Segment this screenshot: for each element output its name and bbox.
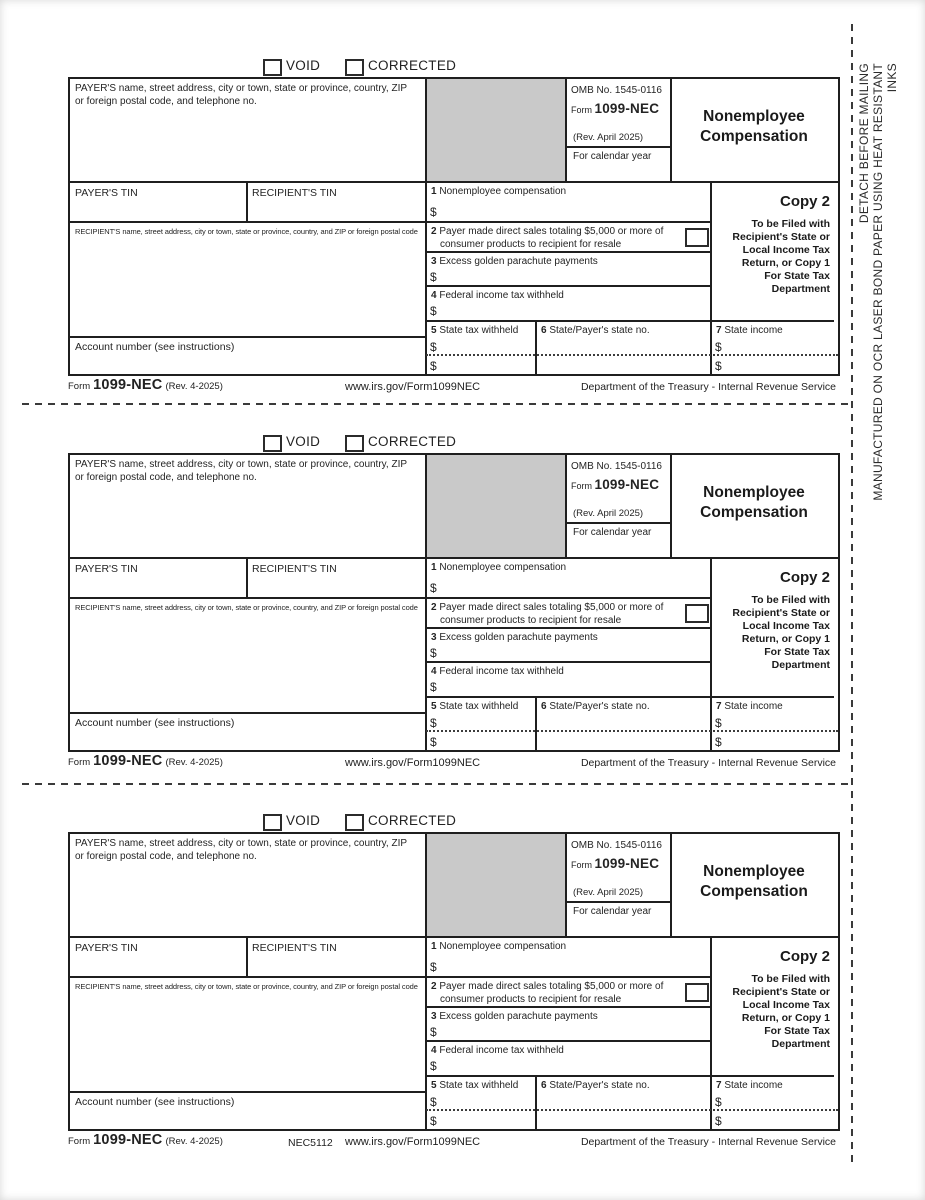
- box6-label: 6 State/Payer's state no.: [541, 701, 650, 712]
- box5-dollar-sign: $: [430, 340, 437, 354]
- box7-dollar-sign: $: [715, 1095, 722, 1109]
- calendar-year-label: For calendar year: [573, 527, 652, 538]
- divider: [535, 698, 537, 750]
- box1-dollar-sign: $: [430, 581, 437, 595]
- box5-dollar-sign: $: [430, 1095, 437, 1109]
- payer-info-label: PAYER'S name, street address, city or town, state or province, country, ZIP or foreign postal code, and telephone no.: [75, 459, 408, 483]
- divider: [70, 557, 838, 559]
- box3-label: 3 Excess golden parachute payments: [431, 632, 598, 643]
- divider: [425, 251, 712, 253]
- omb-number: OMB No. 1545-0116: [571, 840, 662, 851]
- footer-product-code: NEC5112: [288, 1137, 333, 1149]
- payer-tin-label: PAYER'S TIN: [75, 942, 138, 954]
- box7-dollar-sign: $: [715, 340, 722, 354]
- box5-dollar-sign: $: [430, 716, 437, 730]
- recipient-info-label: RECIPIENT'S name, street address, city or town, state or province, country, and ZIP or foreign postal code: [75, 227, 418, 236]
- footer-irs-url: www.irs.gov/Form1099NEC: [345, 757, 481, 769]
- box1-dollar-sign: $: [430, 960, 437, 974]
- recipient-info-label: RECIPIENT'S name, street address, city or town, state or province, country, and ZIP or foreign postal code: [75, 603, 418, 612]
- box2-label: 2 Payer made direct sales totaling $5,000 or more of consumer products to recipient for resale: [431, 602, 664, 626]
- box2-label: 2 Payer made direct sales totaling $5,000 or more of consumer products to recipient for resale: [431, 981, 664, 1005]
- divider: [565, 834, 567, 938]
- account-number-label: Account number (see instructions): [75, 341, 235, 353]
- box3-label: 3 Excess golden parachute payments: [431, 256, 598, 267]
- recipient-tin-label: RECIPIENT'S TIN: [252, 187, 337, 199]
- footer-agency: Department of the Treasury - Internal Revenue Service: [580, 757, 836, 769]
- divider: [565, 79, 567, 183]
- paper-note: MANUFACTURED ON OCR LASER BOND PAPER USING HEAT RESISTANT INKS: [871, 63, 899, 501]
- box7-dollar-sign: $: [715, 359, 722, 373]
- shaded-reserved-cell: [426, 834, 566, 937]
- form-1099nec-body: [68, 77, 840, 376]
- recipient-tin-label: RECIPIENT'S TIN: [252, 942, 337, 954]
- box5-label: 5 State tax withheld: [431, 1080, 519, 1091]
- dotted-entry-line: [426, 730, 838, 732]
- divider: [246, 559, 248, 597]
- calendar-year-label: For calendar year: [573, 151, 652, 162]
- perforation-line: [22, 403, 852, 405]
- divider: [425, 455, 427, 750]
- account-number-label: Account number (see instructions): [75, 1096, 235, 1108]
- copy-filing-instructions: To be Filed with Recipient's State or Local Income Tax Return, or Copy 1 For State Tax Department: [732, 594, 830, 671]
- divider: [70, 597, 712, 599]
- divider: [425, 79, 427, 374]
- footer-form-id: Form 1099-NEC (Rev. 4-2025): [68, 377, 223, 393]
- box1-label: 1 Nonemployee compensation: [431, 562, 567, 573]
- corrected-checkbox[interactable]: [345, 59, 364, 76]
- footer-agency: Department of the Treasury - Internal Revenue Service: [580, 381, 836, 393]
- copy-filing-instructions: To be Filed with Recipient's State or Local Income Tax Return, or Copy 1 For State Tax Department: [732, 218, 830, 295]
- corrected-label: CORRECTED: [368, 813, 457, 828]
- form-1099nec-body: [68, 832, 840, 1131]
- payer-tin-label: PAYER'S TIN: [75, 187, 138, 199]
- perforation-line: [22, 783, 852, 785]
- box7-dollar-sign: $: [715, 716, 722, 730]
- copy-filing-instructions: To be Filed with Recipient's State or Local Income Tax Return, or Copy 1 For State Tax Department: [732, 973, 830, 1050]
- divider: [425, 834, 427, 1129]
- form-copy-3: [0, 810, 925, 1158]
- divider: [70, 1091, 427, 1093]
- divider: [565, 522, 672, 524]
- box2-checkbox[interactable]: [685, 228, 709, 247]
- perforation-line-vertical: [851, 24, 853, 1166]
- box4-dollar-sign: $: [430, 304, 437, 318]
- revision-note: (Rev. April 2025): [573, 887, 644, 898]
- divider: [70, 976, 712, 978]
- corrected-label: CORRECTED: [368, 58, 457, 73]
- box3-label: 3 Excess golden parachute payments: [431, 1011, 598, 1022]
- footer-irs-url: www.irs.gov/Form1099NEC: [345, 1136, 481, 1148]
- box7-label: 7 State income: [716, 1080, 783, 1091]
- form-number-header: Form 1099-NEC: [571, 477, 660, 492]
- divider: [70, 936, 838, 938]
- divider: [425, 627, 712, 629]
- divider: [425, 320, 834, 322]
- box2-label: 2 Payer made direct sales totaling $5,000 or more of consumer products to recipient for resale: [431, 226, 664, 250]
- divider: [425, 696, 834, 698]
- divider: [70, 221, 712, 223]
- payer-info-label: PAYER'S name, street address, city or town, state or province, country, ZIP or foreign postal code, and telephone no.: [75, 83, 408, 107]
- divider: [246, 938, 248, 976]
- box3-dollar-sign: $: [430, 270, 437, 284]
- calendar-year-label: For calendar year: [573, 906, 652, 917]
- form-number-header: Form 1099-NEC: [571, 856, 660, 871]
- box7-dollar-sign: $: [715, 735, 722, 749]
- corrected-checkbox[interactable]: [345, 814, 364, 831]
- form-title: Nonemployee Compensation: [700, 484, 808, 521]
- box7-label: 7 State income: [716, 325, 783, 336]
- divider: [565, 146, 672, 148]
- divider: [565, 901, 672, 903]
- dotted-entry-line: [426, 354, 838, 356]
- divider: [535, 1077, 537, 1129]
- box5-dollar-sign: $: [430, 359, 437, 373]
- box6-label: 6 State/Payer's state no.: [541, 325, 650, 336]
- revision-note: (Rev. April 2025): [573, 132, 644, 143]
- revision-note: (Rev. April 2025): [573, 508, 644, 519]
- recipient-tin-label: RECIPIENT'S TIN: [252, 563, 337, 575]
- box5-label: 5 State tax withheld: [431, 701, 519, 712]
- dotted-entry-line: [426, 1109, 838, 1111]
- omb-number: OMB No. 1545-0116: [571, 461, 662, 472]
- corrected-label: CORRECTED: [368, 434, 457, 449]
- divider: [70, 336, 427, 338]
- shaded-reserved-cell: [426, 79, 566, 182]
- divider: [535, 322, 537, 374]
- box4-label: 4 Federal income tax withheld: [431, 666, 564, 677]
- edge-margin-note: [857, 63, 897, 523]
- void-checkbox[interactable]: [263, 435, 282, 452]
- payer-tin-label: PAYER'S TIN: [75, 563, 138, 575]
- omb-number: OMB No. 1545-0116: [571, 85, 662, 96]
- box1-dollar-sign: $: [430, 205, 437, 219]
- box7-label: 7 State income: [716, 701, 783, 712]
- form-copy-2: [0, 431, 925, 779]
- divider: [246, 183, 248, 221]
- box1-label: 1 Nonemployee compensation: [431, 186, 567, 197]
- divider: [425, 1040, 712, 1042]
- divider: [425, 1006, 712, 1008]
- box3-dollar-sign: $: [430, 646, 437, 660]
- void-checkbox[interactable]: [263, 59, 282, 76]
- box4-dollar-sign: $: [430, 1059, 437, 1073]
- box4-dollar-sign: $: [430, 680, 437, 694]
- box4-label: 4 Federal income tax withheld: [431, 290, 564, 301]
- box3-dollar-sign: $: [430, 1025, 437, 1039]
- void-label: VOID: [286, 813, 321, 828]
- copy-designation: Copy 2: [779, 193, 830, 210]
- box4-label: 4 Federal income tax withheld: [431, 1045, 564, 1056]
- divider: [425, 285, 712, 287]
- divider: [70, 712, 427, 714]
- form-1099nec-body: [68, 453, 840, 752]
- divider: [70, 181, 838, 183]
- box5-label: 5 State tax withheld: [431, 325, 519, 336]
- shaded-reserved-cell: [426, 455, 566, 558]
- box5-dollar-sign: $: [430, 735, 437, 749]
- form-number-header: Form 1099-NEC: [571, 101, 660, 116]
- detach-note: DETACH BEFORE MAILING: [857, 63, 871, 224]
- footer-form-id: Form 1099-NEC (Rev. 4-2025): [68, 1132, 223, 1148]
- copy-designation: Copy 2: [779, 569, 830, 586]
- copy-designation: Copy 2: [779, 948, 830, 965]
- void-label: VOID: [286, 58, 321, 73]
- form-title: Nonemployee Compensation: [700, 108, 808, 145]
- box7-dollar-sign: $: [715, 1114, 722, 1128]
- account-number-label: Account number (see instructions): [75, 717, 235, 729]
- void-label: VOID: [286, 434, 321, 449]
- box5-dollar-sign: $: [430, 1114, 437, 1128]
- footer-form-id: Form 1099-NEC (Rev. 4-2025): [68, 753, 223, 769]
- divider: [565, 455, 567, 559]
- box6-label: 6 State/Payer's state no.: [541, 1080, 650, 1091]
- form-title: Nonemployee Compensation: [700, 863, 808, 900]
- form-copy-1: [0, 55, 925, 403]
- void-checkbox[interactable]: [263, 814, 282, 831]
- divider: [425, 661, 712, 663]
- footer-agency: Department of the Treasury - Internal Revenue Service: [580, 1136, 836, 1148]
- corrected-checkbox[interactable]: [345, 435, 364, 452]
- payer-info-label: PAYER'S name, street address, city or town, state or province, country, ZIP or foreign postal code, and telephone no.: [75, 838, 408, 862]
- box1-label: 1 Nonemployee compensation: [431, 941, 567, 952]
- recipient-info-label: RECIPIENT'S name, street address, city or town, state or province, country, and ZIP or foreign postal code: [75, 982, 418, 991]
- divider: [425, 1075, 834, 1077]
- footer-irs-url: www.irs.gov/Form1099NEC: [345, 381, 481, 393]
- box2-checkbox[interactable]: [685, 983, 709, 1002]
- box2-checkbox[interactable]: [685, 604, 709, 623]
